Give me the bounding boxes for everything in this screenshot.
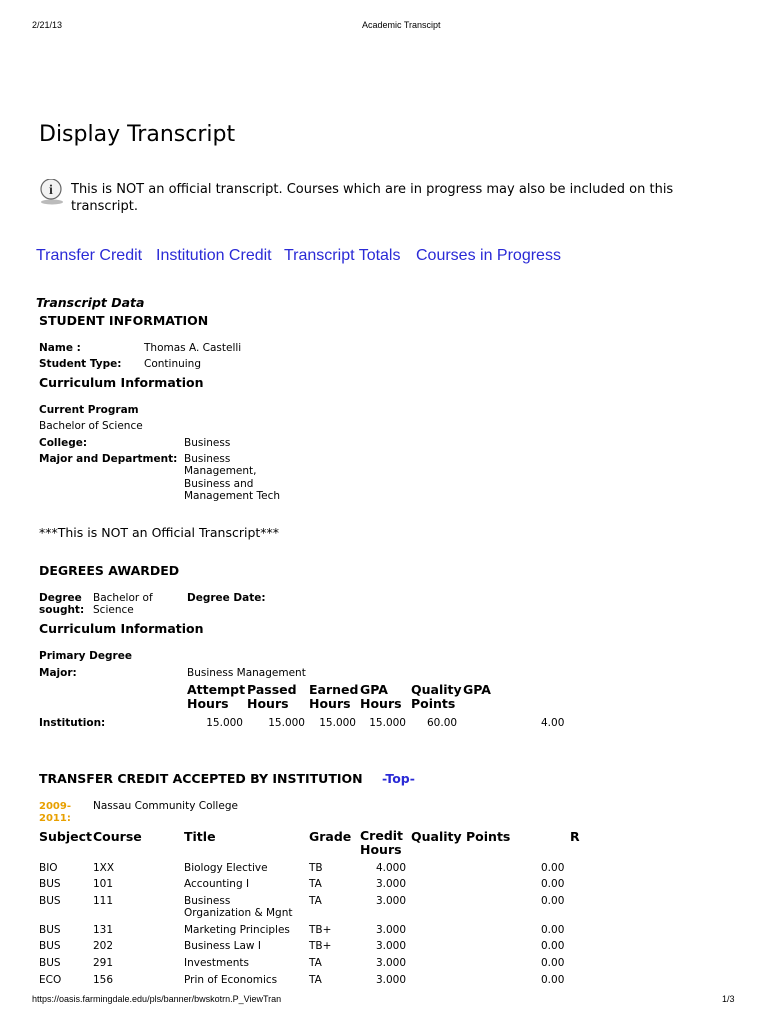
col-header-line: Hours (360, 696, 402, 711)
current-program-label: Current Program (39, 404, 139, 416)
col-header-line: Hours (187, 696, 229, 711)
major-dept-value (184, 453, 280, 502)
col-header-course: Course (93, 829, 142, 844)
row-credit: 3.000 (375, 940, 406, 952)
row-quality-points: 0.00 (541, 862, 565, 874)
row-subject: ECO (39, 974, 62, 986)
transfer-term (39, 801, 71, 825)
print-url: https://oasis.farmingdale.edu/pls/banner/bwskotrn.P_ViewTran (32, 994, 282, 1004)
degree-sought-label-line: sought: (39, 604, 85, 617)
row-credit: 4.000 (375, 862, 406, 874)
notice-line-2: transcript. (71, 199, 139, 214)
row-subject: BUS (39, 957, 61, 969)
col-header-r: R (570, 829, 580, 844)
top-link[interactable]: -Top- (382, 771, 415, 786)
row-course: 131 (93, 924, 114, 936)
row-title-line: Organization & Mgnt (184, 907, 293, 920)
institution-label: Institution: (39, 717, 106, 729)
print-title: Academic Transcipt (362, 20, 441, 30)
row-course: 111 (93, 895, 114, 907)
major-dept-line: Business and (184, 477, 254, 490)
row-course: 156 (93, 974, 114, 986)
row-quality-points: 0.00 (541, 940, 565, 952)
row-grade: TA (309, 895, 322, 907)
row-credit: 3.000 (375, 974, 406, 986)
degree-sought-label-line: Degree (39, 592, 82, 604)
row-credit: 3.000 (375, 924, 406, 936)
col-header-line: Passed (247, 682, 297, 697)
nav-link-institution-credit[interactable]: Institution Credit (156, 247, 272, 264)
col-header-line: Quality (411, 682, 462, 697)
curriculum-heading-2: Curriculum Information (39, 621, 204, 636)
transfer-school: Nassau Community College (93, 800, 238, 812)
row-subject: BUS (39, 924, 61, 936)
degree-sought-value-line: Science (93, 604, 134, 617)
row-grade: TB+ (309, 924, 332, 936)
row-subject: BUS (39, 940, 61, 952)
major-value: Business Management (187, 667, 306, 679)
col-header-quality-points: Quality Points (411, 829, 511, 844)
row-credit: 3.000 (375, 957, 406, 969)
institution-attempt-hours: 15.000 (206, 717, 243, 729)
row-credit: 3.000 (375, 895, 406, 907)
primary-degree-label: Primary Degree (39, 650, 132, 662)
row-grade: TB (309, 862, 323, 874)
institution-passed-hours: 15.000 (268, 717, 305, 729)
nav-link-transfer-credit[interactable]: Transfer Credit (36, 247, 143, 264)
degree-sought-value (93, 592, 153, 617)
row-title: Biology Elective (184, 862, 268, 874)
degree-sought-value-line: Bachelor of (93, 592, 153, 604)
program-value: Bachelor of Science (39, 420, 143, 432)
institution-gpa: 4.00 (541, 717, 565, 729)
row-quality-points: 0.00 (541, 974, 565, 986)
col-header-earned-hours (309, 683, 358, 711)
student-info-heading: STUDENT INFORMATION (39, 313, 209, 328)
row-credit: 3.000 (375, 878, 406, 890)
name-label: Name : (39, 342, 81, 354)
col-header-line: Hours (360, 842, 402, 857)
col-header-passed-hours (247, 683, 297, 711)
major-dept-line: Management Tech (184, 489, 281, 502)
notice-line-1: This is NOT an official transcript. Courses which are in progress may also be included on this (71, 182, 674, 197)
student-type-value: Continuing (144, 358, 201, 370)
col-header-line: Points (411, 696, 456, 711)
institution-earned-hours: 15.000 (319, 717, 356, 729)
col-header-line: Earned (309, 682, 359, 697)
degree-date-label: Degree Date: (187, 592, 266, 604)
row-title: Prin of Economics (184, 974, 278, 986)
major-dept-line: Management, (184, 465, 257, 478)
college-label: College: (39, 437, 88, 449)
col-header-attempt-hours (187, 683, 245, 711)
col-header-line: Attempt (187, 682, 246, 697)
info-icon (39, 179, 65, 205)
row-title: Business Law I (184, 940, 261, 952)
row-quality-points: 0.00 (541, 878, 565, 890)
row-grade: TA (309, 878, 322, 890)
term-line: 2009- (39, 801, 71, 812)
page-title: Display Transcript (39, 122, 236, 147)
col-header-line: Credit (360, 828, 404, 843)
row-grade: TB+ (309, 940, 332, 952)
col-header-title: Title (184, 829, 216, 844)
col-header-line: GPA (463, 682, 491, 697)
col-header-subject: Subject (39, 829, 92, 844)
col-header-gpa-hours (360, 683, 402, 711)
col-header-grade: Grade (309, 829, 352, 844)
college-value: Business (184, 437, 231, 449)
row-grade: TA (309, 957, 322, 969)
col-header-credit-hours (360, 829, 403, 857)
col-header-line: GPA (360, 682, 388, 697)
nav-link-courses-in-progress[interactable]: Courses in Progress (416, 247, 561, 264)
degree-sought-label (39, 592, 84, 617)
name-value: Thomas A. Castelli (144, 342, 242, 354)
row-quality-points: 0.00 (541, 924, 565, 936)
print-date: 2/21/13 (32, 20, 63, 30)
degrees-heading: DEGREES AWARDED (39, 563, 180, 578)
row-course: 291 (93, 957, 114, 969)
not-official-notice: ***This is NOT an Official Transcript*** (39, 525, 280, 540)
row-course: 101 (93, 878, 114, 890)
row-course: 1XX (93, 862, 115, 874)
row-title: Accounting I (184, 878, 250, 890)
institution-gpa-hours: 15.000 (369, 717, 406, 729)
term-line: 2011: (39, 813, 71, 824)
institution-quality-points: 60.00 (427, 717, 458, 729)
row-subject: BUS (39, 895, 61, 907)
row-grade: TA (309, 974, 322, 986)
svg-text:i: i (49, 183, 53, 198)
col-header-gpa (463, 683, 491, 697)
major-label: Major: (39, 667, 77, 679)
row-quality-points: 0.00 (541, 895, 565, 907)
row-title (184, 895, 293, 920)
row-subject: BUS (39, 878, 61, 890)
print-page-number: 1/3 (722, 994, 735, 1004)
row-title-line: Business (184, 895, 231, 907)
col-header-line: Hours (247, 696, 289, 711)
col-header-quality-points (411, 683, 462, 711)
transfer-credit-heading: TRANSFER CREDIT ACCEPTED BY INSTITUTION (39, 771, 363, 786)
row-course: 202 (93, 940, 114, 952)
transcript-data-label: Transcript Data (36, 295, 145, 310)
curriculum-heading: Curriculum Information (39, 375, 204, 390)
row-subject: BIO (39, 862, 58, 874)
row-title: Investments (184, 957, 249, 969)
notice-text (71, 181, 673, 215)
row-title: Marketing Principles (184, 924, 290, 936)
major-dept-label: Major and Department: (39, 453, 178, 465)
student-type-label: Student Type: (39, 358, 122, 370)
col-header-line: Hours (309, 696, 351, 711)
nav-link-transcript-totals[interactable]: Transcript Totals (284, 247, 401, 264)
row-quality-points: 0.00 (541, 957, 565, 969)
major-dept-line: Business (184, 453, 231, 465)
